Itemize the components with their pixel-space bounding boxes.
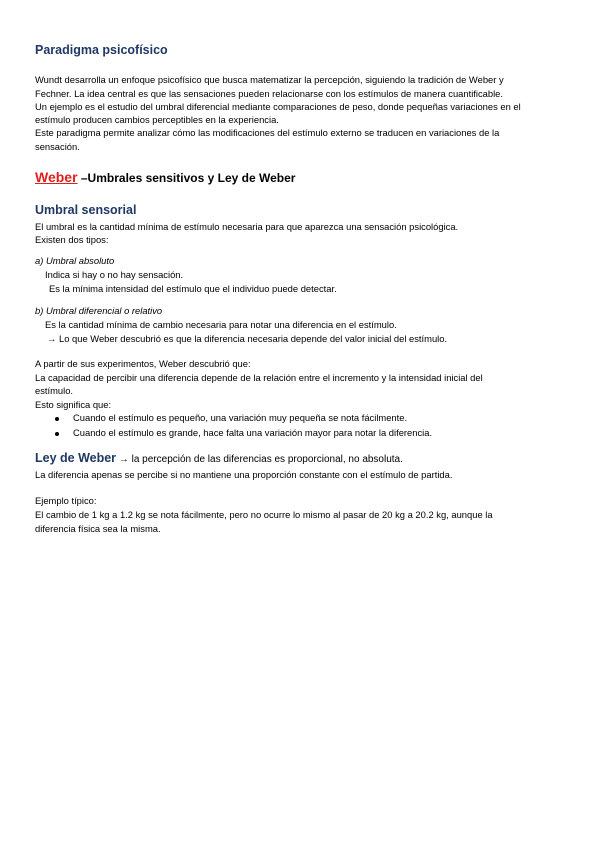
- list-item-text: Cuando el estímulo es grande, hace falta una variación mayor para notar la diferencia.: [73, 427, 433, 438]
- paragraph-line: Esto significa que:: [35, 399, 112, 410]
- ley-title-rest: → la percepción de las diferencias es proporcional, no absoluta.: [116, 454, 403, 465]
- subheading-umbral-absoluto: a) Umbral absoluto: [35, 255, 115, 266]
- weber-title-rest: –Umbrales sensitivos y Ley de Weber: [77, 171, 296, 185]
- paragraph-line: estímulo producen cambios perceptibles en la experiencia.: [35, 114, 279, 125]
- section-title-weber: [35, 169, 295, 185]
- weber-name: Weber: [35, 169, 78, 185]
- paragraph-line: Es la cantidad mínima de cambio necesaria para notar una diferencia en el estímulo.: [45, 319, 397, 330]
- paragraph-line: Es la mínima intensidad del estímulo que el individuo puede detectar.: [49, 283, 337, 294]
- paragraph-line: Un ejemplo es el estudio del umbral diferencial mediante comparaciones de peso, donde pequeñas variaciones en el: [35, 101, 521, 112]
- paragraph-line: diferencia física sea la misma.: [35, 523, 161, 534]
- paragraph-line: Indica si hay o no hay sensación.: [45, 269, 184, 280]
- subheading-umbral-diferencial: b) Umbral diferencial o relativo: [35, 305, 163, 316]
- section-title-umbral: Umbral sensorial: [35, 203, 137, 217]
- paragraph-line: Wundt desarrolla un enfoque psicofísico que busca matematizar la percepción, siguiendo la tradición de Weber y: [35, 74, 504, 85]
- list-item: [55, 426, 432, 439]
- paragraph-line: La capacidad de percibir una diferencia depende de la relación entre el incremento y la intensidad inicial del: [35, 372, 483, 383]
- paragraph-line: → Lo que Weber descubrió es que la diferencia necesaria depende del valor inicial del estímulo.: [47, 333, 448, 344]
- ejemplo-label: Ejemplo típico:: [35, 495, 97, 506]
- bullet-icon: [55, 432, 59, 436]
- paragraph-line: sensación.: [35, 141, 80, 152]
- list-item-text: Cuando el estímulo es pequeño, una variación muy pequeña se nota fácilmente.: [73, 412, 408, 423]
- paragraph-line: El cambio de 1 kg a 1.2 kg se nota fácilmente, pero no ocurre lo mismo al pasar de 20 kg a 20.2 kg, aunque la: [35, 509, 493, 520]
- paragraph-line: La diferencia apenas se percibe si no mantiene una proporción constante con el estímulo de partida.: [35, 469, 453, 480]
- list-item: [55, 411, 407, 424]
- paragraph-line: Existen dos tipos:: [35, 234, 109, 245]
- paragraph-line: estímulo.: [35, 385, 74, 396]
- paragraph-line: El umbral es la cantidad mínima de estímulo necesaria para que aparezca una sensación psicológica.: [35, 221, 459, 232]
- paragraph-line: Fechner. La idea central es que las sensaciones pueden relacionarse con los estímulos de manera cuantificable.: [35, 88, 503, 99]
- section-title-paradigma: Paradigma psicofísico: [35, 43, 168, 57]
- paragraph-line: Este paradigma permite analizar cómo las modificaciones del estímulo externo se traducen en variaciones de la: [35, 127, 500, 138]
- bullet-icon: [55, 417, 59, 421]
- ley-title: Ley de Weber: [35, 451, 117, 465]
- ley-de-weber-heading: [35, 451, 403, 465]
- paragraph-line: A partir de sus experimentos, Weber descubrió que:: [35, 358, 251, 369]
